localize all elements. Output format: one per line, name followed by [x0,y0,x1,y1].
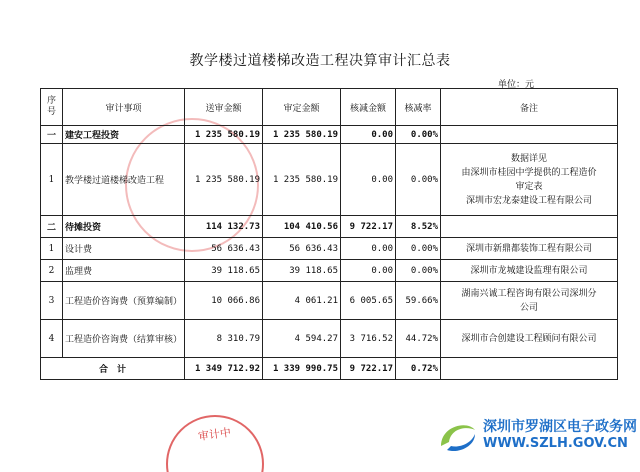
row-item: 设计费 [63,238,185,260]
table-row [41,216,618,238]
row-approved: 1 235 580.19 [263,126,341,144]
row-seq: 一 [41,126,63,144]
szlh-watermark-logo [437,414,637,456]
row-rate: 8.52% [396,216,441,238]
row-note [441,144,618,216]
document-title: 教学楼过道楼梯改造工程决算审计汇总表 [189,53,451,69]
row-seq: 1 [41,238,63,260]
total-row [41,358,618,380]
row-seq: 4 [41,320,63,358]
note-line: 数据详见 [510,153,547,164]
audit-summary-table [40,88,618,380]
row-submitted: 56 636.43 [185,238,263,260]
row-seq: 1 [41,144,63,216]
total-submitted: 1 349 712.92 [185,358,263,380]
unit-label: 单位：元 [498,80,535,90]
note-line: 由深圳市桂园中学提供的工程造价 [461,167,597,178]
row-rate: 0.00% [396,238,441,260]
row-seq: 3 [41,282,63,320]
swirl-logo-icon [437,416,479,454]
row-reduction: 0.00 [341,126,396,144]
header-reduction: 核减金额 [341,89,396,126]
row-seq: 二 [41,216,63,238]
table-row [41,282,618,320]
total-label: 合 计 [41,358,185,380]
header-seq [41,89,63,126]
header-seq-text: 序号 [46,96,56,117]
row-rate: 0.00% [396,126,441,144]
row-reduction: 0.00 [341,260,396,282]
row-rate: 59.66% [396,282,441,320]
row-reduction: 3 716.52 [341,320,396,358]
table-row [41,238,618,260]
row-rate: 0.00% [396,144,441,216]
row-item: 监理费 [63,260,185,282]
row-submitted: 1 235 580.19 [185,144,263,216]
row-item: 建安工程投资 [63,126,185,144]
audit-stamp [160,402,270,472]
row-approved: 39 118.65 [263,260,341,282]
row-note: 深圳市新鼎都装饰工程有限公司 [441,238,618,260]
row-reduction: 0.00 [341,144,396,216]
note-line: 深圳市宏龙泰建设工程有限公司 [465,195,592,206]
row-item: 待摊投资 [63,216,185,238]
row-note [441,282,618,320]
row-note [441,216,618,238]
row-submitted: 10 066.86 [185,282,263,320]
header-submitted: 送审金额 [185,89,263,126]
total-reduction: 9 722.17 [341,358,396,380]
stamp-text: 审计中 [197,425,232,444]
row-approved: 1 235 580.19 [263,144,341,216]
row-item: 工程造价咨询费（预算编制） [63,282,185,320]
total-note [441,358,618,380]
note-line: 湖南兴诚工程咨询有限公司深圳分 [461,288,597,299]
total-approved: 1 339 990.75 [263,358,341,380]
row-seq: 2 [41,260,63,282]
watermark-line2: WWW.SZLH.GOV.CN [483,436,628,451]
row-item: 工程造价咨询费（结算审核） [63,320,185,358]
row-approved: 4 061.21 [263,282,341,320]
header-remarks: 备注 [441,89,618,126]
row-submitted: 8 310.79 [185,320,263,358]
row-submitted: 114 132.73 [185,216,263,238]
row-rate: 44.72% [396,320,441,358]
row-approved: 4 594.27 [263,320,341,358]
row-reduction: 0.00 [341,238,396,260]
row-rate: 0.00% [396,260,441,282]
row-note [441,126,618,144]
row-reduction: 9 722.17 [341,216,396,238]
note-line: 审定表 [515,181,543,192]
header-item: 审计事项 [63,89,185,126]
table-row [41,260,618,282]
row-approved: 104 410.56 [263,216,341,238]
header-reduction-rate: 核减率 [396,89,441,126]
header-approved: 审定金额 [263,89,341,126]
stamp-ring [167,416,263,472]
table-row [41,320,618,358]
row-reduction: 6 005.65 [341,282,396,320]
watermark-line1: 深圳市罗湖区电子政务网 [483,419,637,435]
row-note: 深圳市合创建设工程顾问有限公司 [441,320,618,358]
table-row [41,144,618,216]
header-row [41,89,618,126]
table-row [41,126,618,144]
row-submitted: 39 118.65 [185,260,263,282]
row-approved: 56 636.43 [263,238,341,260]
row-item: 教学楼过道楼梯改造工程 [63,144,185,216]
row-submitted: 1 235 580.19 [185,126,263,144]
note-line: 公司 [519,302,538,313]
total-rate: 0.72% [396,358,441,380]
row-note: 深圳市龙城建设监理有限公司 [441,260,618,282]
